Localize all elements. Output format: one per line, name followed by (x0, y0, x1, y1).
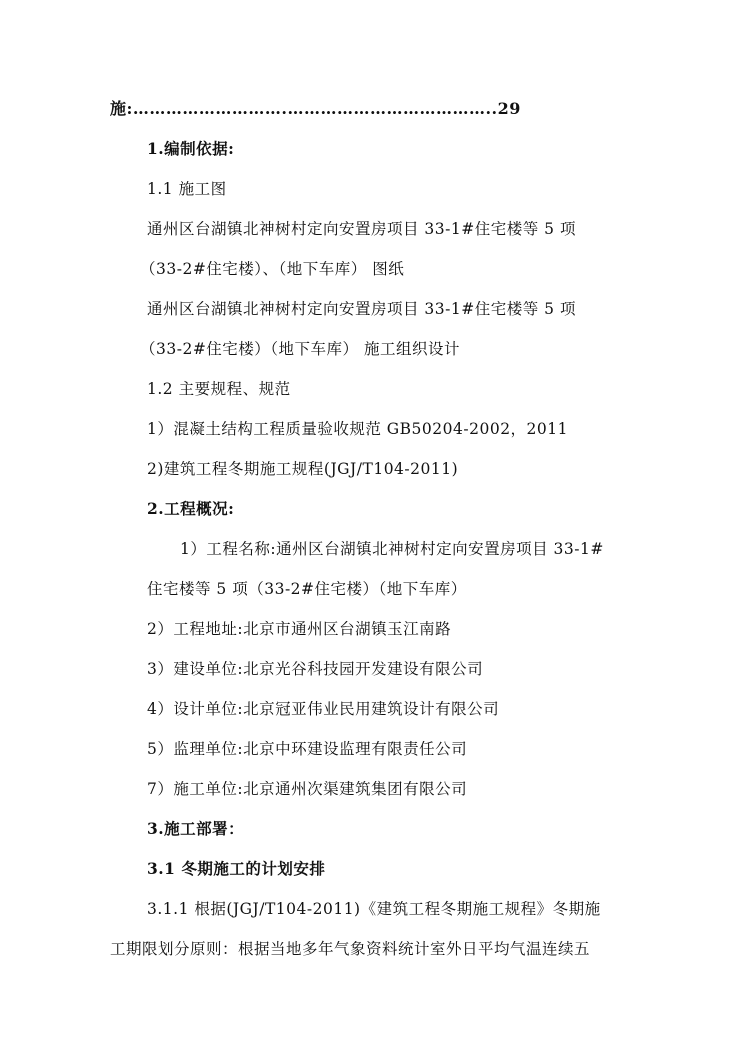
section-1-heading: 1.编制依据: (147, 139, 235, 158)
list-item: 1）混凝土结构工程质量验收规范 GB50204-2002，2011 (147, 420, 568, 438)
list-item: 1）工程名称:通州区台湖镇北神树村定向安置房项目 33-1# (180, 540, 604, 558)
paragraph-line: 3.1.1 根据(JGJ/T104-2011)《建筑工程冬期施工规程》冬期施 (147, 900, 601, 918)
section-3-heading: 3.施工部署： (147, 819, 245, 838)
subsection-1-1: 1.1 施工图 (147, 180, 227, 198)
list-item: 7）施工单位:北京通州次渠建筑集团有限公司 (147, 780, 468, 798)
paragraph-line: （33-2#住宅楼）、（地下车库） 图纸 (140, 260, 405, 278)
list-item-continuation: 住宅楼等 5 项（33-2#住宅楼）（地下车库） (147, 580, 467, 598)
subsection-1-2: 1.2 主要规程、规范 (147, 380, 291, 398)
list-item: 2）工程地址:北京市通州区台湖镇玉江南路 (147, 620, 452, 638)
paragraph-line: （33-2#住宅楼）（地下车库） 施工组织设计 (140, 340, 460, 358)
list-item: 4）设计单位:北京冠亚伟业民用建筑设计有限公司 (147, 700, 500, 718)
section-2-heading: 2.工程概况: (147, 499, 235, 518)
paragraph-line: 通州区台湖镇北神树村定向安置房项目 33-1#住宅楼等 5 项 (147, 300, 576, 318)
subsection-3-1: 3.1 冬期施工的计划安排 (147, 859, 326, 878)
toc-entry: 施:……………………….………………………………..29 (110, 99, 521, 118)
paragraph-line: 通州区台湖镇北神树村定向安置房项目 33-1#住宅楼等 5 项 (147, 220, 576, 238)
list-item: 2)建筑工程冬期施工规程(JGJ/T104-2011) (147, 460, 459, 478)
list-item: 5）监理单位:北京中环建设监理有限责任公司 (147, 740, 468, 758)
paragraph-line: 工期限划分原则：根据当地多年气象资料统计室外日平均气温连续五 (110, 940, 591, 958)
list-item: 3）建设单位:北京光谷科技园开发建设有限公司 (147, 660, 484, 678)
